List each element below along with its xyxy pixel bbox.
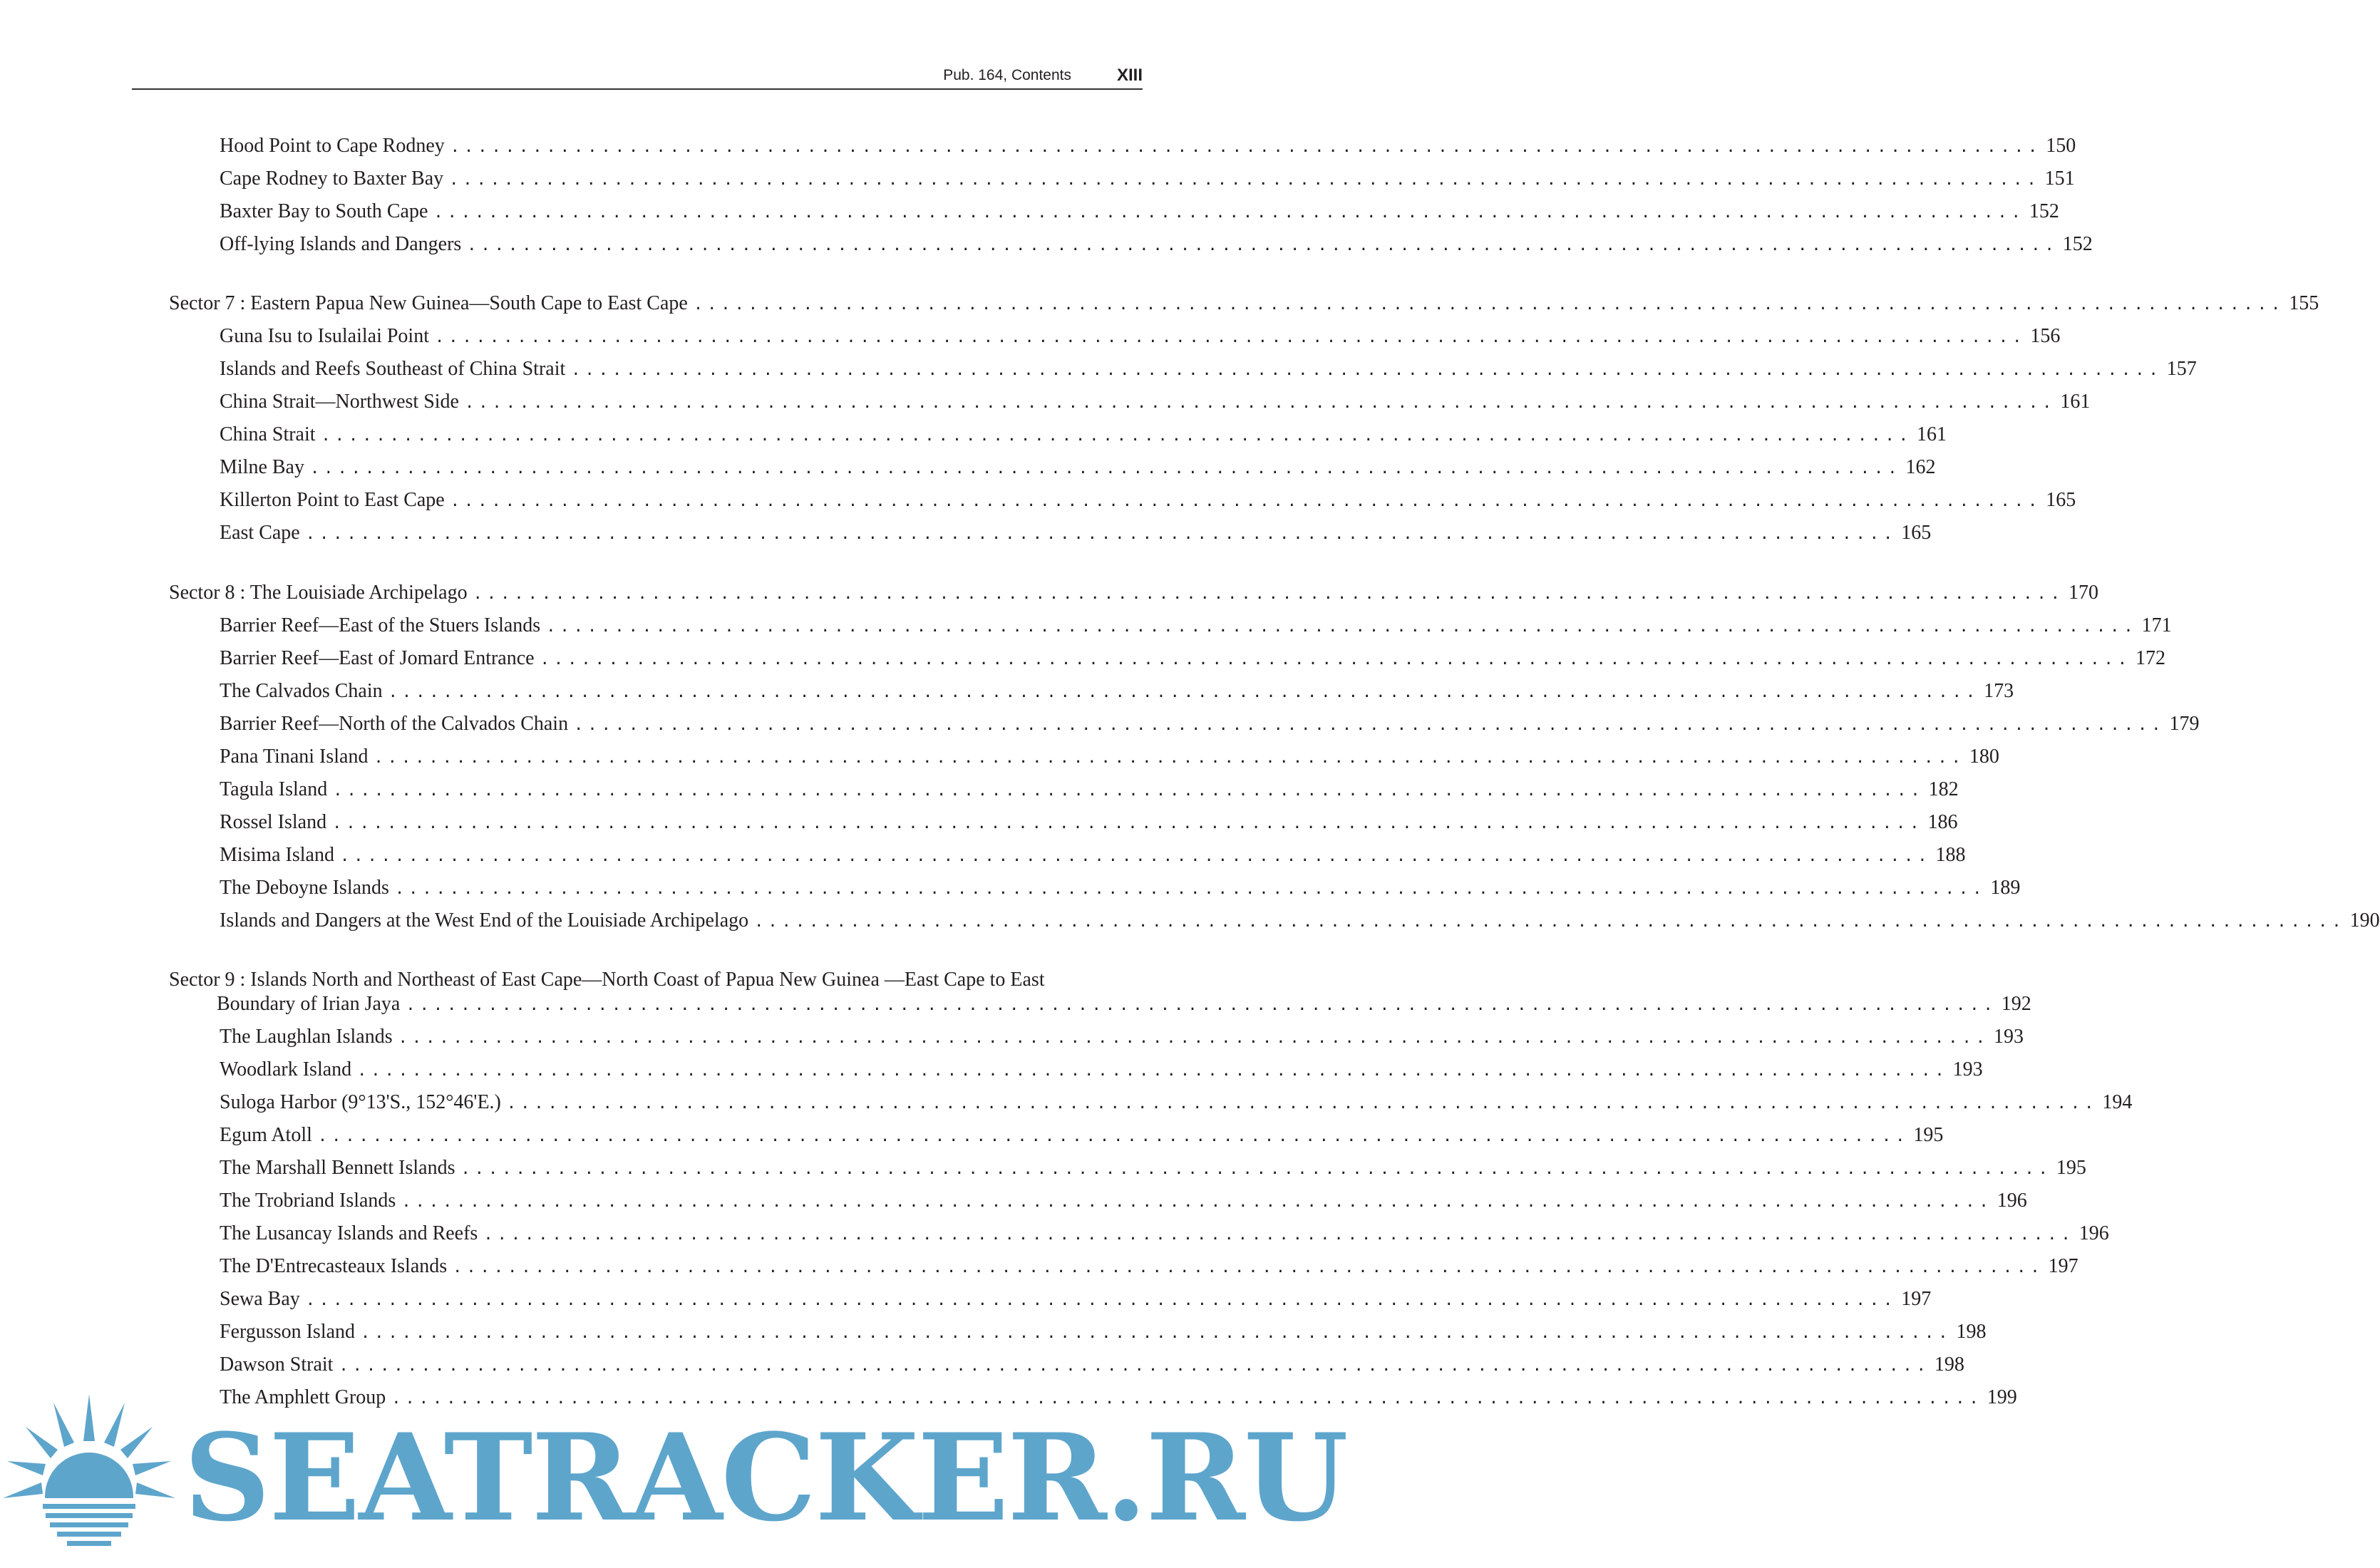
toc-entry-title: Fergusson Island	[220, 1321, 356, 1343]
toc-entry-title: Milne Bay	[220, 456, 304, 478]
toc-entry-title: Barrier Reef—North of the Calvados Chain	[220, 713, 569, 735]
toc-entry-title: The Calvados Chain	[220, 680, 383, 702]
dot-leader: ....................................................................................................................	[321, 427, 1912, 445]
toc-entry[interactable]	[220, 679, 2014, 705]
toc-entry-page: 195	[1913, 1124, 1944, 1146]
toc-entry-title: Rossel Island	[220, 811, 327, 833]
dot-leader: ....................................................................................................................	[574, 716, 2165, 734]
toc-entry[interactable]	[220, 455, 1936, 481]
dot-leader: ....................................................................................................................	[374, 749, 1965, 767]
toc-entry-page: 197	[1901, 1288, 1932, 1310]
dot-leader: ....................................................................................................................	[433, 204, 2025, 222]
toc-entry[interactable]	[220, 200, 2059, 225]
dot-leader: ....................................................................................................................	[340, 847, 1932, 865]
toc-entry-title: Off-lying Islands and Dangers	[220, 233, 462, 255]
toc-entry[interactable]	[220, 1090, 2133, 1116]
dot-leader: ....................................................................................................................	[473, 585, 2065, 603]
dot-leader: ....................................................................................................................	[540, 651, 2132, 669]
toc-entry[interactable]	[220, 1156, 2086, 1182]
toc-entry-title: Hood Point to Cape Rodney	[220, 135, 445, 157]
toc-entry-page: 151	[2044, 167, 2075, 190]
toc-entry[interactable]	[220, 423, 1947, 448]
dot-leader: ....................................................................................................................	[401, 1193, 1993, 1211]
toc-entry-page: 180	[1969, 746, 1999, 768]
toc-entry-title: The Laughlan Islands	[220, 1026, 393, 1048]
watermark-text: SEATRACKER.RU	[184, 1407, 1347, 1548]
toc-entry[interactable]	[220, 1320, 1987, 1346]
dot-leader: ....................................................................................................................	[317, 1128, 1910, 1145]
toc-sector-heading[interactable]	[217, 992, 2031, 1018]
toc-entry-title: The Trobriand Islands	[220, 1190, 396, 1212]
toc-entry-title: Sector 8 : The Louisiade Archipelago	[169, 582, 468, 604]
toc-entry-title: East Cape	[220, 522, 300, 544]
toc-entry-page: 190	[2349, 909, 2380, 932]
toc-entry[interactable]	[220, 876, 2021, 902]
toc-entry-title: Islands and Reefs Southeast of China Strait	[220, 358, 566, 380]
toc-entry-page: 196	[1997, 1190, 2027, 1212]
toc-entry-page: 189	[1990, 877, 2021, 899]
dot-leader: ....................................................................................................................	[693, 296, 2285, 314]
toc-entry-title: The Lusancay Islands and Reefs	[220, 1222, 478, 1244]
toc-entry-page: 155	[2289, 292, 2319, 314]
toc-entry-page: 157	[2166, 358, 2197, 380]
toc-entry[interactable]	[220, 614, 2172, 639]
toc-entry-title: China Strait	[220, 423, 316, 445]
toc-entry[interactable]	[220, 1123, 1944, 1149]
toc-entry[interactable]	[220, 1025, 2024, 1051]
toc-entry-page: 182	[1928, 778, 1959, 800]
dot-leader: ....................................................................................................................	[754, 913, 2346, 931]
dot-leader: ....................................................................................................................	[361, 1324, 1952, 1342]
toc-entry-page: 186	[1927, 811, 1958, 833]
toc-entry[interactable]	[220, 488, 2076, 514]
dot-leader: ....................................................................................................................	[464, 394, 2056, 412]
dot-leader: ....................................................................................................................	[310, 460, 1902, 478]
toc-entry-title: Baxter Bay to South Cape	[220, 200, 428, 222]
dot-leader: ....................................................................................................................	[483, 1226, 2075, 1244]
toc-entry-title: Tagula Island	[220, 778, 328, 800]
toc-entry-title: Guna Isu to Isulailai Point	[220, 325, 429, 347]
toc-entry-page: 152	[2029, 200, 2059, 222]
toc-entry[interactable]	[220, 1222, 2109, 1247]
toc-entry-title: Killerton Point to East Cape	[220, 489, 445, 511]
toc-entry[interactable]	[220, 390, 2091, 416]
toc-entry-title: Dawson Strait	[220, 1353, 334, 1376]
toc-entry[interactable]	[220, 778, 1959, 803]
toc-entry-page: 162	[1905, 456, 1936, 478]
dot-leader: ....................................................................................................................	[305, 1291, 1897, 1309]
toc-entry-page: 171	[2141, 614, 2172, 636]
toc-entry-page: 197	[2048, 1255, 2078, 1277]
toc-entry-page: 196	[2078, 1222, 2109, 1244]
toc-entry-page: 198	[1956, 1321, 1987, 1343]
toc-entry[interactable]	[220, 1353, 1964, 1378]
toc-entry-page: 152	[2062, 233, 2093, 255]
page-number: XIII	[1116, 66, 1143, 85]
toc-entry-title: Egum Atoll	[220, 1124, 312, 1146]
toc-entry-title: The D'Entrecasteaux Islands	[220, 1255, 448, 1277]
dot-leader: ....................................................................................................................	[506, 1095, 2098, 1113]
dot-leader: ....................................................................................................................	[391, 1390, 1983, 1408]
toc-entry[interactable]	[220, 134, 2076, 160]
dot-leader: ....................................................................................................................	[406, 996, 1997, 1014]
toc-entry-page: 194	[2102, 1091, 2133, 1113]
toc-entry[interactable]	[220, 745, 1999, 770]
dot-leader: ....................................................................................................................	[453, 1259, 2044, 1276]
toc-entry-title: Sector 7 : Eastern Papua New Guinea—South Cape to East Cape	[169, 292, 688, 314]
toc-entry-title: Sewa Bay	[220, 1288, 300, 1310]
dot-leader: ....................................................................................................................	[450, 138, 2042, 156]
dot-leader: ....................................................................................................................	[460, 1160, 2052, 1178]
toc-entry[interactable]	[220, 357, 2197, 383]
toc-entry[interactable]	[220, 843, 1966, 869]
toc-entry-page: 170	[2069, 582, 2099, 604]
dot-leader: ....................................................................................................................	[434, 329, 2026, 346]
toc-entry-title: The Amphlett Group	[220, 1386, 386, 1408]
toc-entry[interactable]	[220, 1189, 2027, 1214]
dot-leader: ....................................................................................................................	[398, 1029, 1990, 1047]
toc-entry[interactable]	[220, 712, 2200, 738]
toc-entry-title: Barrier Reef—East of the Stuers Islands	[220, 614, 541, 636]
toc-entry-page: 193	[1952, 1058, 1983, 1080]
toc-entry[interactable]	[220, 232, 2093, 258]
toc-entry-page: 195	[2056, 1157, 2086, 1179]
toc-entry-title: Barrier Reef—East of Jomard Entrance	[220, 647, 535, 669]
dot-leader: ....................................................................................................................	[332, 815, 1924, 832]
dot-leader: ....................................................................................................................	[357, 1062, 1949, 1080]
toc-entry-title: Pana Tinani Island	[220, 746, 369, 768]
dot-leader: ....................................................................................................................	[339, 1357, 1930, 1375]
toc-entry-title: Cape Rodney to Baxter Bay	[220, 167, 444, 190]
toc-entry-page: 199	[1987, 1386, 2017, 1408]
toc-entry-page: 165	[1901, 522, 1932, 544]
toc-entry[interactable]	[220, 1254, 2078, 1280]
dot-leader: ....................................................................................................................	[333, 782, 1925, 800]
toc-entry-title: Suloga Harbor (9°13'S., 152°46'E.)	[220, 1091, 501, 1113]
toc-entry[interactable]	[220, 1058, 1983, 1083]
dot-leader: ....................................................................................................................	[450, 492, 2042, 510]
dot-leader: ....................................................................................................................	[388, 684, 1980, 701]
toc-entry[interactable]	[220, 909, 2380, 934]
toc-entry-page: 193	[1994, 1026, 2024, 1048]
publication-reference: Pub. 164, Contents	[943, 67, 1071, 83]
toc-entry[interactable]	[220, 1287, 1932, 1313]
toc-entry-page: 161	[1916, 423, 1947, 445]
dot-leader: ....................................................................................................................	[571, 361, 2163, 379]
toc-entry-page: 161	[2060, 391, 2091, 413]
dot-leader: ....................................................................................................................	[394, 880, 1987, 898]
toc-entry-page: 172	[2136, 647, 2166, 669]
toc-entry-title: Woodlark Island	[220, 1058, 352, 1080]
toc-entry[interactable]	[220, 167, 2075, 192]
toc-entry[interactable]	[220, 324, 2061, 350]
dot-leader: ....................................................................................................................	[467, 237, 2059, 254]
toc-entry-page: 179	[2169, 713, 2200, 735]
toc-entry[interactable]	[220, 521, 1932, 547]
toc-sector-heading-line1[interactable]: Sector 9 : Islands North and Northeast of East Cape—North Coast of Papua New Guinea —East Cape to East	[169, 969, 1045, 991]
toc-entry-title: China Strait—Northwest Side	[220, 391, 459, 413]
toc-entry-title: The Deboyne Islands	[220, 877, 389, 899]
toc-entry-title: Misima Island	[220, 844, 334, 866]
dot-leader: ....................................................................................................................	[305, 525, 1897, 543]
toc-sector-heading[interactable]	[169, 292, 2319, 317]
toc-entry[interactable]	[220, 646, 2166, 672]
toc-entry-page: 192	[2001, 993, 2031, 1015]
toc-entry-page: 156	[2030, 325, 2061, 347]
dot-leader: ....................................................................................................................	[449, 171, 2041, 189]
toc-entry-page: 173	[1984, 680, 2014, 702]
toc-entry-page: 165	[2046, 489, 2076, 511]
toc-entry-page: 188	[1935, 844, 1966, 866]
toc-entry-page: 150	[2046, 135, 2076, 157]
toc-entry-page: 198	[1934, 1353, 1964, 1376]
sun-logo-icon	[0, 1390, 178, 1568]
toc-entry-title: Boundary of Irian Jaya	[217, 993, 401, 1015]
page-header	[132, 66, 1143, 90]
toc-entry-title: Islands and Dangers at the West End of the Louisiade Archipelago	[220, 909, 749, 932]
toc-entry[interactable]	[220, 810, 1958, 836]
toc-entry-title: The Marshall Bennett Islands	[220, 1157, 455, 1179]
toc-sector-heading[interactable]	[169, 581, 2099, 607]
dot-leader: ....................................................................................................................	[546, 618, 2138, 636]
